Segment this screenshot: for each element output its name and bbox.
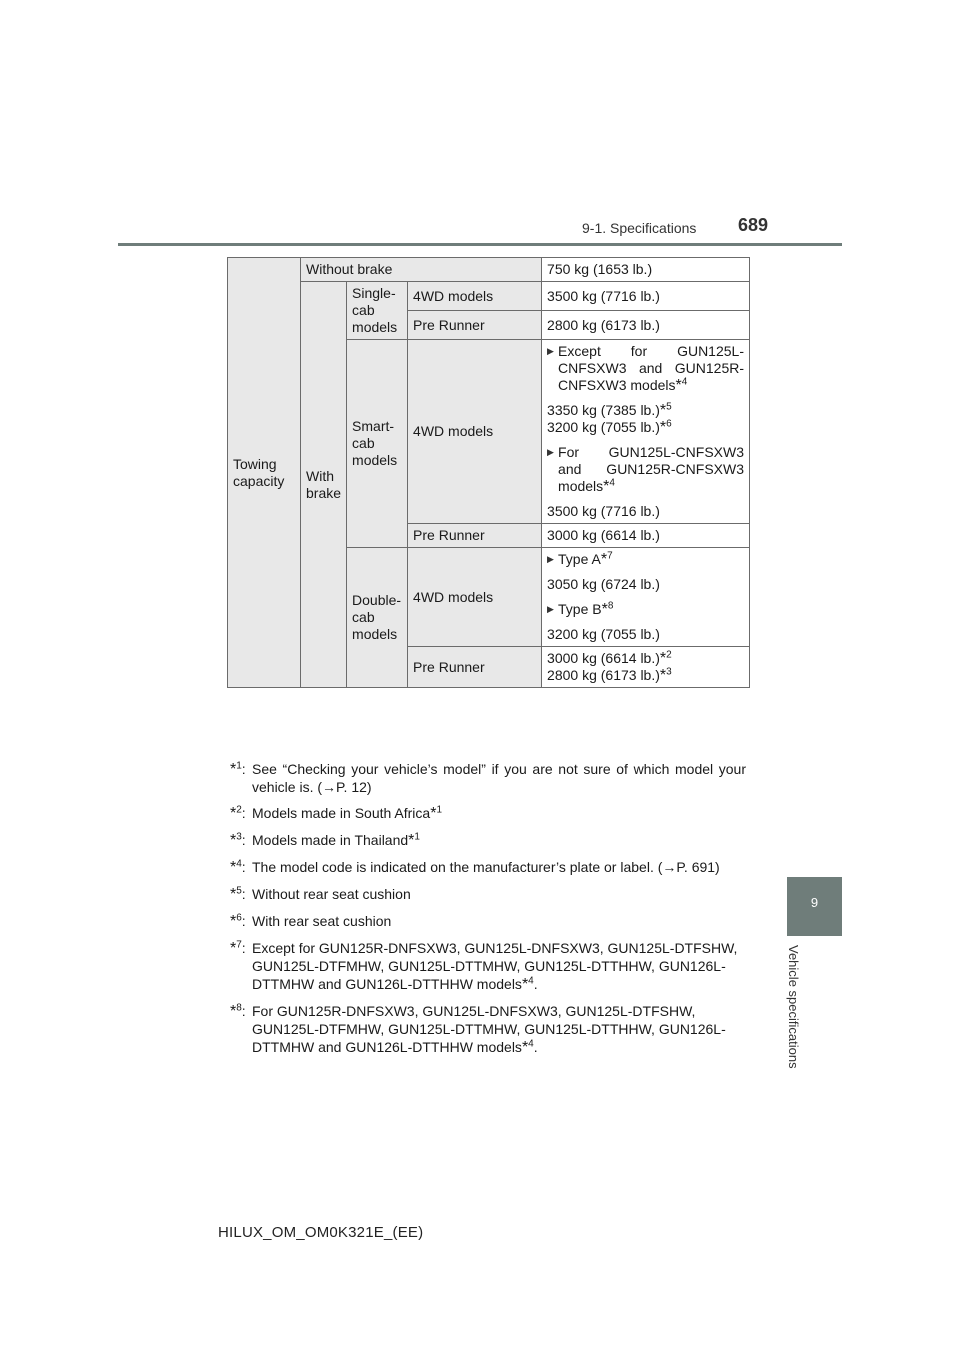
type-b-label: Type B: [558, 601, 602, 617]
footnote-text: Models made in South Africa: [252, 805, 431, 821]
footnote-text: The model code is indicated on the manufacturer’s plate or label. (→P. 691): [252, 859, 720, 875]
page-number: 689: [738, 215, 769, 235]
footnote-text: Except for GUN125R-DNFSXW3, GUN125L-DNFSXW3, GUN125L-DTFSHW, GUN125L-DTFMHW, GUN125L-DTTMHW, GUN125L-DTTHHW, GUN126L-DTTMHW and GUN126L-DTTHHW models: [252, 940, 738, 992]
footnote-text: See “Checking your vehicle’s model” if you are not sure of which model your vehicle is. (→P. 12): [252, 761, 746, 795]
arrow-right-icon: ▶: [547, 447, 554, 457]
table-row: [228, 282, 750, 311]
table-row: [228, 258, 750, 282]
double-cab-4wd-values: [542, 548, 750, 647]
list-item: ▶ Type A*$^7$: [547, 550, 613, 568]
smart-except-value-2: 3200 kg (7055 lb.): [547, 419, 660, 435]
chapter-label: Vehicle specifications: [786, 945, 801, 1069]
footnote: *$^3$: Models made in Thailand*$^1$: [230, 831, 420, 849]
smart-cab-pre-runner-value: 3000 kg (6614 lb.): [542, 524, 750, 548]
smart-except-label: Except for GUN125L-CNFSXW3 and GUN125R-CNFSXW3 models: [558, 343, 744, 393]
footnote: *$^2$: Models made in South Africa*$^1$: [230, 804, 443, 822]
single-cab-pre-runner-label: Pre Runner: [408, 311, 542, 340]
single-cab-4wd-label: 4WD models: [408, 282, 542, 311]
without-brake-value: 750 kg (1653 lb.): [542, 258, 750, 282]
double-cab-4wd-label: 4WD models: [408, 548, 542, 647]
footnote: *$^6$: With rear seat cushion: [230, 912, 746, 931]
smart-cab-4wd-values: ▶ Except for GUN125L-CNFSXW3 and GUN125R-CNFSXW3 models*$^4$ 3350 kg (7385 lb.)*$^5$ 3200 kg (7055 lb.)*$^6$ ▶ For GUN125L-CNFSXW3 and GUN125R-CNFSXW3 models*$^4$ 3500 kg (7716 lb.): [542, 340, 750, 524]
double-pre-value-2: 2800 kg (6173 lb.): [547, 667, 660, 683]
footnote-text: Models made in Thailand: [252, 832, 409, 848]
arrow-right-icon: ▶: [547, 604, 554, 614]
footnote: *$^1$: See “Checking your vehicle’s model” if you are not sure of which model your vehicle is. (→P. 12): [230, 760, 746, 795]
chapter-number: 9: [810, 895, 819, 910]
smart-cab-pre-runner-label: Pre Runner: [408, 524, 542, 548]
towing-capacity-table: [227, 257, 750, 688]
smart-for-label: For GUN125L-CNFSXW3 and GUN125R-CNFSXW3 models: [558, 444, 744, 494]
list-item: ▶ Except for GUN125L-CNFSXW3 and GUN125R-CNFSXW3 models*$^4$: [547, 343, 744, 394]
without-brake-label: Without brake: [301, 258, 542, 282]
single-cab-label: Single-cab models: [347, 282, 408, 340]
list-item: ▶ For GUN125L-CNFSXW3 and GUN125R-CNFSXW3 models*$^4$: [547, 444, 744, 495]
with-brake-label: With brake: [301, 282, 347, 688]
header-divider: [118, 243, 842, 246]
arrow-right-icon: ▶: [547, 346, 554, 356]
double-cab-label: Double-cab models: [347, 548, 408, 688]
section-title: 9-1. Specifications: [582, 220, 697, 236]
single-cab-4wd-value: 3500 kg (7716 lb.): [542, 282, 750, 311]
footnote: *$^5$: Without rear seat cushion: [230, 885, 746, 904]
type-a-label: Type A: [558, 551, 601, 567]
footnote-text: Without rear seat cushion: [252, 886, 411, 902]
smart-except-value-1: 3350 kg (7385 lb.): [547, 402, 660, 418]
arrow-right-icon: ▶: [547, 554, 554, 564]
document-code: HILUX_OM_OM0K321E_(EE): [218, 1224, 424, 1241]
smart-for-value: 3500 kg (7716 lb.): [547, 503, 660, 519]
footnote: *$^4$: The model code is indicated on the manufacturer’s plate or label. (→P. 691): [230, 858, 746, 877]
type-a-value: 3050 kg (6724 lb.): [547, 576, 660, 592]
double-cab-pre-runner-values: 3000 kg (6614 lb.)*$^2$ 2800 kg (6173 lb.)*$^3$: [542, 647, 750, 688]
footnote-text: For GUN125R-DNFSXW3, GUN125L-DNFSXW3, GUN125L-DTFSHW, GUN125L-DTFMHW, GUN125L-DTTMHW, GUN125L-DTTHHW, GUN126L-DTTMHW and GUN126L-DTTHHW models: [252, 1003, 726, 1055]
footnote: *$^7$: Except for GUN125R-DNFSXW3, GUN125L-DNFSXW3, GUN125L-DTFSHW, GUN125L-DTFMHW, GUN125L-DTTMHW, GUN125L-DTTHHW, GUN126L-DTTMHW and GUN126L-DTTHHW models*$^4$.: [230, 939, 738, 993]
list-item: ▶ Type B*$^8$: [547, 600, 614, 618]
footnote-text: With rear seat cushion: [252, 913, 392, 929]
footnotes: [230, 760, 746, 1065]
double-cab-pre-runner-label: Pre Runner: [408, 647, 542, 688]
smart-cab-4wd-label: 4WD models: [408, 340, 542, 524]
type-b-value: 3200 kg (7055 lb.): [547, 626, 660, 642]
double-pre-value-1: 3000 kg (6614 lb.): [547, 650, 660, 666]
single-cab-pre-runner-value: 2800 kg (6173 lb.): [542, 311, 750, 340]
towing-capacity-label: Towing capacity: [228, 258, 301, 688]
smart-cab-label: Smart-cab models: [347, 340, 408, 548]
footnote: *$^8$: For GUN125R-DNFSXW3, GUN125L-DNFSXW3, GUN125L-DTFSHW, GUN125L-DTFMHW, GUN125L-DTTMHW, GUN125L-DTTHHW, GUN126L-DTTMHW and GUN126L-DTTHHW models*$^4$.: [230, 1002, 726, 1056]
